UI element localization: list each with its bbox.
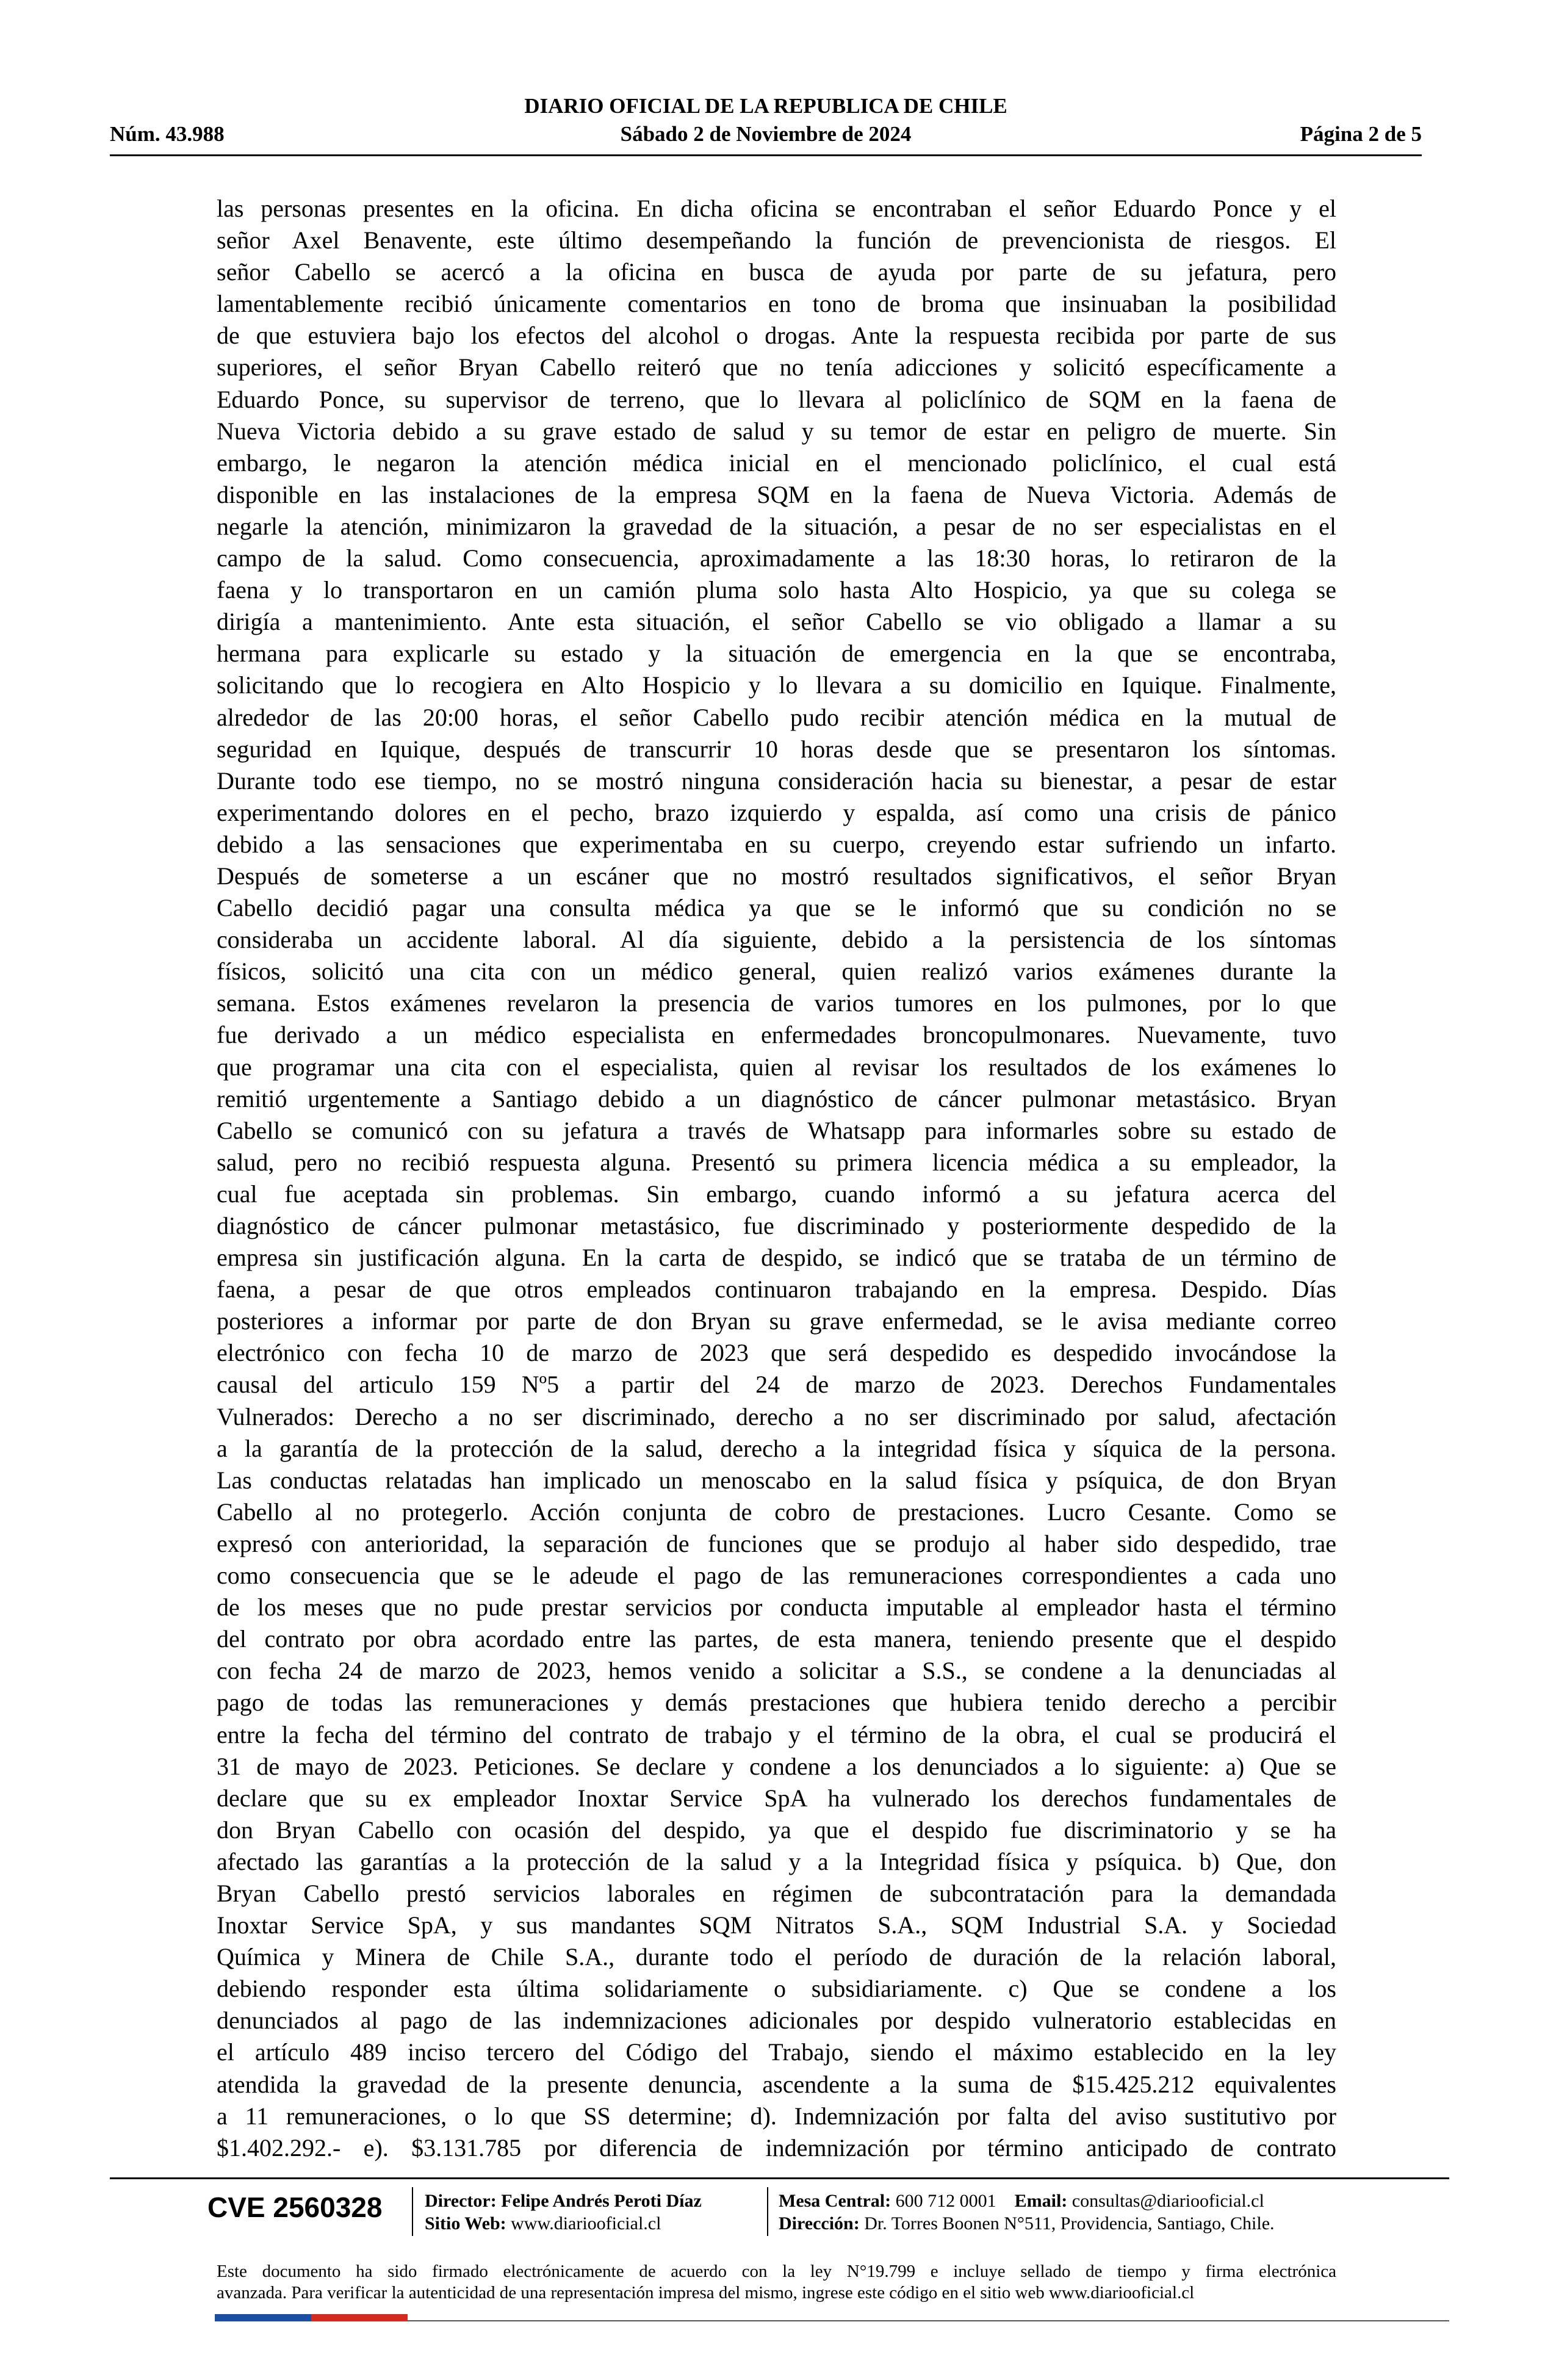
legal-notice-line: Este documento ha sido firmado electrónicamente de acuerdo con la ley N°19.799 e incluye sellado de tiempo y firma electrónica	[217, 2262, 1336, 2281]
body-text-line: Vulnerados: Derecho a no ser discriminado, derecho a no ser discriminado por salud, afectación	[217, 1402, 1336, 1430]
flag-red-segment	[311, 2314, 408, 2321]
phone-label: Mesa Central:	[779, 2191, 891, 2211]
body-text-line: denunciados al pago de las indemnizaciones adicionales por despido vulneratorio establecidas en	[217, 2007, 1336, 2035]
body-text-line: experimentando dolores en el pecho, brazo izquierdo y espalda, así como una crisis de pánico	[217, 798, 1336, 826]
page-header	[110, 93, 1422, 154]
website-link[interactable]: www.diariooficial.cl	[511, 2213, 661, 2234]
body-text-line: Cabello se comunicó con su jefatura a través de Whatsapp para informarles sobre su estado de	[217, 1116, 1336, 1144]
body-text-line: Cabello al no protegerlo. Acción conjunta de cobro de prestaciones. Lucro Cesante. Como se	[217, 1498, 1336, 1526]
body-text-line: $1.402.292.- e). $3.131.785 por diferencia de indemnización por término anticipado de contrato	[217, 2133, 1336, 2162]
body-text-line: debido a las sensaciones que experimentaba en su cuerpo, creyendo estar sufriendo un infarto.	[217, 830, 1336, 858]
body-text-line: Eduardo Ponce, su supervisor de terreno, que lo llevara al policlínico de SQM en la faena de	[217, 385, 1336, 413]
body-text-line: Nueva Victoria debido a su grave estado de salud y su temor de estar en peligro de muerte. Sin	[217, 417, 1336, 445]
chile-flag-bar	[215, 2314, 408, 2321]
issue-date: Sábado 2 de Noviembre de 2024	[620, 122, 912, 146]
phone-number: 600 712 0001	[895, 2191, 996, 2211]
body-text-line: entre la fecha del término del contrato de trabajo y el término de la obra, el cual se producirá el	[217, 1720, 1336, 1748]
footer-separator	[767, 2187, 768, 2236]
body-text-line: de los meses que no pude prestar servicios por conducta imputable al empleador hasta el término	[217, 1593, 1336, 1621]
body-text-line: que programar una cita con el especialista, quien al revisar los resultados de los exámenes lo	[217, 1053, 1336, 1081]
body-text-line: Inoxtar Service SpA, y sus mandantes SQM Nitratos S.A., SQM Industrial S.A. y Sociedad	[217, 1911, 1336, 1939]
legal-notice-line: avanzada. Para verificar la autenticidad de una representación impresa del mismo, ingrese este código en el sitio web www.diariooficial.cl	[217, 2283, 1195, 2302]
body-text-line: como consecuencia que se le adeude el pago de las remuneraciones correspondientes a cada uno	[217, 1562, 1336, 1590]
footer-bottom-line	[408, 2320, 1449, 2321]
body-text-line: diagnóstico de cáncer pulmonar metastásico, fue discriminado y posteriormente despedido de la	[217, 1212, 1336, 1239]
body-text-line: posteriores a informar por parte de don Bryan su grave enfermedad, se le avisa mediante correo	[217, 1307, 1336, 1335]
body-text-line: declare que su ex empleador Inoxtar Service SpA ha vulnerado los derechos fundamentales de	[217, 1784, 1336, 1812]
body-text-line: de que estuviera bajo los efectos del alcohol o drogas. Ante la respuesta recibida por parte de sus	[217, 322, 1336, 350]
body-text-line: fue derivado a un médico especialista en enfermedades broncopulmonares. Nuevamente, tuvo	[217, 1021, 1336, 1049]
footer-director-block	[425, 2190, 702, 2235]
body-text-line: Las conductas relatadas han implicado un menoscabo en la salud física y psíquica, de don Bryan	[217, 1466, 1336, 1494]
flag-blue-segment	[215, 2314, 311, 2321]
body-text-line: electrónico con fecha 10 de marzo de 2023 que será despedido es despedido invocándose la	[217, 1339, 1336, 1367]
body-text-line: semana. Estos exámenes revelaron la presencia de varios tumores en los pulmones, por lo que	[217, 989, 1336, 1017]
issue-number: Núm. 43.988	[110, 122, 225, 146]
body-text-line: empresa sin justificación alguna. En la carta de despido, se indicó que se trataba de un término de	[217, 1244, 1336, 1272]
body-text-line: negarle la atención, minimizaron la gravedad de la situación, a pesar de no ser especialistas en el	[217, 512, 1336, 540]
body-text-line: consideraba un accidente laboral. Al día siguiente, debido a la persistencia de los síntomas	[217, 926, 1336, 954]
cve-code: CVE 2560328	[207, 2191, 383, 2223]
body-text-line: don Bryan Cabello con ocasión del despido, ya que el despido fue discriminatorio y se ha	[217, 1816, 1336, 1844]
body-text-line: atendida la gravedad de la presente denuncia, ascendente a la suma de $15.425.212 equivalentes	[217, 2070, 1336, 2098]
body-text-line: del contrato por obra acordado entre las partes, de esta manera, teniendo presente que el despido	[217, 1625, 1336, 1653]
email-label: Email:	[1014, 2191, 1068, 2211]
body-text-line: afectado las garantías a la protección de la salud y a la Integridad física y psíquica. b) Que, don	[217, 1847, 1336, 1875]
body-text-line: superiores, el señor Bryan Cabello reiteró que no tenía adicciones y solicitó específicamente a	[217, 353, 1336, 381]
body-text-line: Durante todo ese tiempo, no se mostró ninguna consideración hacia su bienestar, a pesar de estar	[217, 766, 1336, 795]
body-text-line: Química y Minera de Chile S.A., durante todo el período de duración de la relación laboral,	[217, 1943, 1336, 1971]
body-text-line: faena y lo transportaron en un camión pluma solo hasta Alto Hospicio, ya que su colega se	[217, 576, 1336, 604]
email-link[interactable]: consultas@diariooficial.cl	[1072, 2191, 1264, 2211]
body-text-line: alrededor de las 20:00 horas, el señor Cabello pudo recibir atención médica en la mutual de	[217, 703, 1336, 731]
website-label: Sitio Web:	[425, 2213, 506, 2234]
body-text-line: solicitando que lo recogiera en Alto Hospicio y lo llevara a su domicilio en Iquique. Finalmente,	[217, 671, 1336, 699]
footer-separator	[412, 2187, 413, 2236]
header-divider	[110, 154, 1422, 156]
body-text-line: embargo, le negaron la atención médica inicial en el mencionado policlínico, el cual está	[217, 449, 1336, 477]
body-text-line: cual fue aceptada sin problemas. Sin embargo, cuando informó a su jefatura acerca del	[217, 1180, 1336, 1208]
body-text-line: señor Cabello se acercó a la oficina en busca de ayuda por parte de su jefatura, pero	[217, 258, 1336, 286]
body-text-line: remitió urgentemente a Santiago debido a un diagnóstico de cáncer pulmonar metastásico. Bryan	[217, 1084, 1336, 1112]
body-text-line: Cabello decidió pagar una consulta médica ya que se le informó que su condición no se	[217, 894, 1336, 922]
body-text-line: Después de someterse a un escáner que no mostró resultados significativos, el señor Bryan	[217, 862, 1336, 890]
body-text-line: faena, a pesar de que otros empleados continuaron trabajando en la empresa. Despido. Días	[217, 1275, 1336, 1304]
body-text-line: hermana para explicarle su estado y la situación de emergencia en la que se encontraba,	[217, 640, 1336, 668]
body-text-line: Bryan Cabello prestó servicios laborales en régimen de subcontratación para la demandada	[217, 1879, 1336, 1907]
body-text-line: causal del articulo 159 Nº5 a partir del 24 de marzo de 2023. Derechos Fundamentales	[217, 1371, 1336, 1399]
body-text-line: dirigía a mantenimiento. Ante esta situación, el señor Cabello se vio obligado a llamar a su	[217, 608, 1336, 636]
body-text-line: las personas presentes en la oficina. En dicha oficina se encontraban el señor Eduardo Ponce y el	[217, 195, 1336, 222]
document-body	[217, 193, 1336, 2164]
body-text-line: el artículo 489 inciso tercero del Código del Trabajo, siendo el máximo establecido en la ley	[217, 2038, 1336, 2066]
legal-notice	[217, 2261, 1336, 2304]
body-text-line: físicos, solicitó una cita con un médico general, quien realizó varios exámenes durante la	[217, 957, 1336, 986]
body-text-line: campo de la salud. Como consecuencia, aproximadamente a las 18:30 horas, lo retiraron de la	[217, 544, 1336, 572]
body-text-line: lamentablemente recibió únicamente comentarios en tono de broma que insinuaban la posibilidad	[217, 290, 1336, 318]
footer-contact-block	[779, 2190, 1275, 2235]
director-name: Felipe Andrés Peroti Díaz	[501, 2191, 702, 2211]
address-text: Dr. Torres Boonen N°511, Providencia, Santiago, Chile.	[864, 2213, 1275, 2234]
body-text-line: salud, pero no recibió respuesta alguna. Presentó su primera licencia médica a su empleador, la	[217, 1148, 1336, 1176]
body-text-line: a 11 remuneraciones, o lo que SS determine; d). Indemnización por falta del aviso sustitutivo por	[217, 2102, 1336, 2130]
body-text-line: 31 de mayo de 2023. Peticiones. Se declare y condene a los denunciados a lo siguiente: a) Que se	[217, 1752, 1336, 1780]
page-number: Página 2 de 5	[1300, 122, 1422, 146]
body-text-line: disponible en las instalaciones de la empresa SQM en la faena de Nueva Victoria. Además de	[217, 480, 1336, 508]
body-text-line: señor Axel Benavente, este último desempeñando la función de prevencionista de riesgos. El	[217, 226, 1336, 254]
director-label: Director:	[425, 2191, 497, 2211]
body-text-line: expresó con anterioridad, la separación de funciones que se produjo al haber sido despedido, trae	[217, 1529, 1336, 1557]
body-text-line: pago de todas las remuneraciones y demás prestaciones que hubiera tenido derecho a percibir	[217, 1689, 1336, 1717]
body-text-line: seguridad en Iquique, después de transcurrir 10 horas desde que se presentaron los síntomas.	[217, 735, 1336, 763]
address-label: Dirección:	[779, 2213, 860, 2234]
body-text-line: debiendo responder esta última solidariamente o subsidiariamente. c) Que se condene a los	[217, 1975, 1336, 2003]
body-text-line: con fecha 24 de marzo de 2023, hemos venido a solicitar a S.S., se condene a la denunciadas al	[217, 1657, 1336, 1685]
footer-divider	[110, 2177, 1449, 2179]
body-text-line: a la garantía de la protección de la salud, derecho a la integridad física y síquica de la persona.	[217, 1434, 1336, 1462]
publication-title: DIARIO OFICIAL DE LA REPUBLICA DE CHILE	[524, 94, 1007, 118]
